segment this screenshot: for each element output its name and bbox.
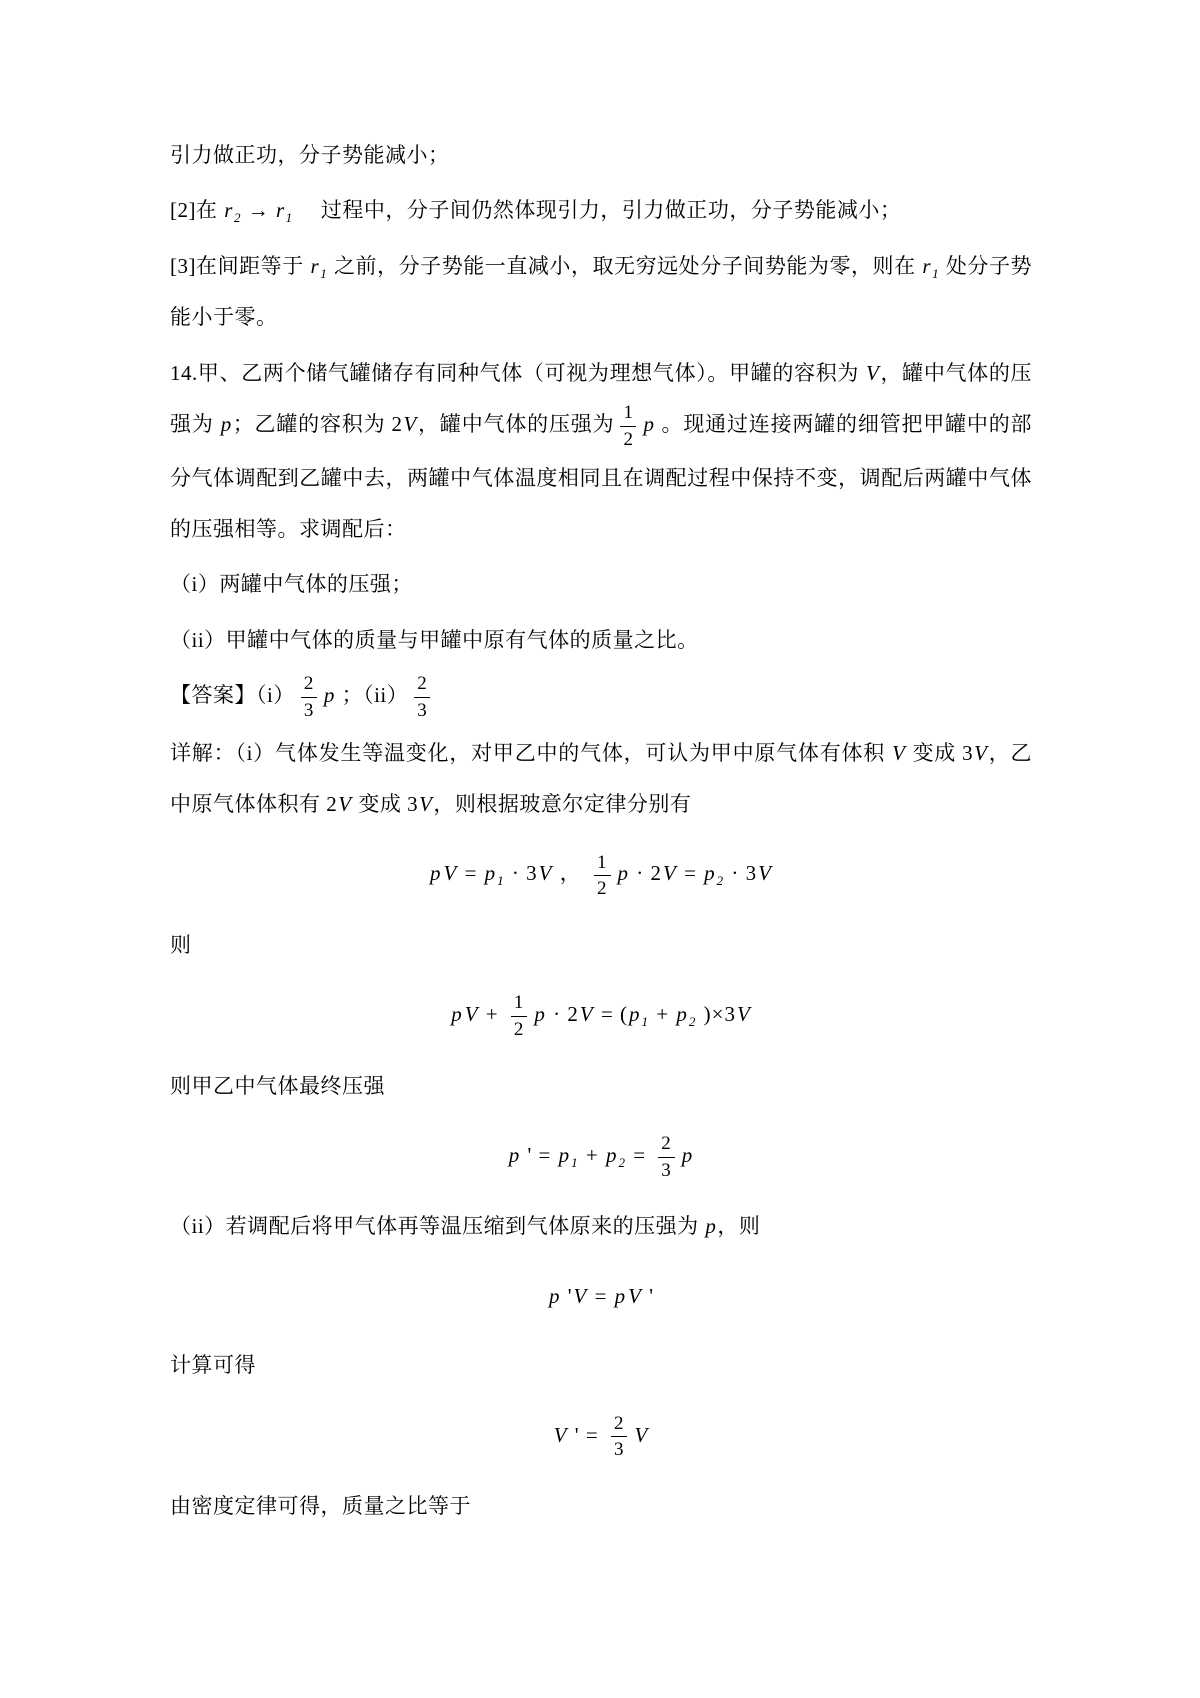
math-variable: p	[558, 1143, 571, 1167]
math-variable: V	[553, 1422, 568, 1447]
text-run: =	[588, 1283, 614, 1308]
calc-text	[170, 1340, 1032, 1391]
math-variable: p	[605, 1143, 618, 1167]
math-subscript: 1	[285, 210, 293, 226]
text-run: ；乙罐的容积为 2	[232, 412, 403, 437]
text-run: [2]在	[170, 198, 224, 223]
text-run: 处分子势能小于零。	[170, 253, 1033, 330]
fraction-denominator: 3	[661, 1159, 672, 1181]
text-run: · 2	[546, 1002, 579, 1027]
math-variable: p	[484, 861, 497, 886]
text-run: · 3	[505, 861, 538, 886]
math-variable: p	[617, 861, 629, 886]
math-variable: r	[224, 198, 233, 223]
math-variable: p	[451, 1002, 463, 1027]
math-variable: p	[430, 861, 442, 886]
math-variable: V	[403, 412, 417, 437]
text-run: 详解：（i）气体发生等温变化，对甲乙中的气体，可认为甲中原气体有体积	[170, 740, 892, 765]
fraction	[414, 671, 430, 723]
text-run: 过程中，分子间仍然体现引力，引力做正功，分子势能减小；	[293, 198, 902, 223]
line-r2-to-r1	[170, 185, 1032, 236]
line-r1-before	[170, 241, 1032, 344]
math-variable: V	[663, 861, 677, 886]
text-run: ，则根据玻意尔定律分别有	[433, 792, 692, 817]
fraction-numerator: 1	[511, 990, 528, 1017]
text-run: ，罐中气体的压强为	[170, 360, 1033, 437]
math-variable: V	[736, 1002, 751, 1027]
text-run: '	[561, 1283, 573, 1308]
math-variable: V	[443, 861, 458, 886]
explanation-part-i	[170, 728, 1032, 831]
text-run: = (	[594, 1002, 629, 1027]
text-run: '	[643, 1283, 655, 1308]
fraction	[620, 400, 636, 452]
question-14	[170, 348, 1032, 556]
text-run: 【答案】（i）	[170, 683, 295, 708]
text-run: 14.甲、乙两个储气罐储存有同种气体（可视为理想气体）。甲罐的容积为	[170, 360, 866, 385]
text-run: 则	[170, 932, 192, 957]
math-variable: p	[676, 1002, 688, 1027]
text-run: →	[241, 198, 275, 223]
text-run: 引力做正功，分子势能减小；	[170, 143, 450, 167]
fraction-numerator: 1	[620, 400, 636, 427]
math-variable: r	[310, 253, 320, 278]
fraction	[594, 850, 611, 902]
math-variable: V	[974, 740, 988, 765]
formula-sum	[170, 989, 1032, 1042]
text-run: （ii）甲罐中气体的质量与甲罐中原有气体的质量之比。	[170, 627, 699, 652]
text-run: ，罐中气体的压强为	[417, 412, 615, 437]
fraction-denominator: 2	[597, 878, 608, 900]
math-variable: p	[508, 1143, 521, 1167]
text-run: ，则	[717, 1214, 761, 1239]
text-run: ' =	[568, 1422, 605, 1447]
text-run: )×3	[697, 1002, 736, 1027]
fraction-denominator: 2	[623, 428, 634, 450]
math-variable: p	[705, 1214, 717, 1239]
fraction-numerator: 2	[658, 1131, 675, 1158]
formula-boyle-pair	[170, 848, 1032, 901]
explanation-part-ii	[170, 1201, 1032, 1252]
text-run: 变成 3	[906, 740, 974, 765]
text-run: =	[626, 1143, 653, 1167]
fraction-numerator: 1	[594, 850, 611, 877]
text-run: （ii）若调配后将甲气体再等温压缩到气体原来的压强为	[170, 1214, 705, 1239]
math-variable: p	[534, 1002, 546, 1027]
math-subscript: 1	[497, 873, 505, 889]
text-run: 由密度定律可得，质量之比等于	[170, 1493, 471, 1518]
answer-line	[170, 670, 1032, 723]
fraction	[611, 1411, 628, 1463]
math-variable: p	[614, 1283, 627, 1308]
math-subscript: 1	[932, 265, 940, 281]
math-subscript: 2	[688, 1014, 697, 1030]
math-subscript: 1	[571, 1155, 579, 1170]
text-run: =	[677, 861, 704, 886]
math-subscript: 1	[641, 1014, 650, 1030]
text-run: 计算可得	[170, 1353, 256, 1378]
math-subscript: 2	[618, 1155, 626, 1170]
math-variable: V	[628, 1283, 642, 1308]
fraction-denominator: 3	[417, 699, 428, 721]
math-variable: p	[323, 683, 335, 708]
fraction-denominator: 3	[613, 1439, 625, 1461]
question-item-i	[170, 559, 1032, 610]
math-variable: V	[579, 1002, 594, 1027]
text-run: ，	[553, 861, 588, 886]
fraction	[511, 990, 528, 1042]
math-subscript: 2	[233, 210, 241, 226]
math-subscript: 1	[320, 265, 328, 281]
text-run: · 3	[725, 861, 758, 886]
text-run: · 2	[630, 861, 662, 886]
then-text-1	[170, 920, 1032, 971]
formula-final-pressure	[170, 1130, 1032, 1183]
math-variable: V	[419, 792, 433, 817]
math-variable: p	[548, 1283, 561, 1308]
fraction-denominator: 2	[513, 1018, 525, 1040]
text-run: +	[650, 1002, 676, 1027]
question-item-ii	[170, 615, 1032, 666]
text-run: +	[579, 1143, 605, 1167]
fraction-numerator: 2	[301, 671, 317, 698]
math-variable: V	[866, 360, 880, 385]
text-run: 之前，分子势能一直减小，取无穷远处分子间势能为零，则在	[328, 253, 922, 278]
math-variable: p	[681, 1143, 694, 1167]
line-attraction-work	[170, 130, 1032, 181]
text-run: [3]在间距等于	[170, 253, 310, 278]
formula-volume-result	[170, 1410, 1032, 1463]
final-pressure-text	[170, 1061, 1032, 1112]
text-run: +	[479, 1002, 505, 1027]
text-run: 变成 3	[352, 792, 419, 817]
text-run: =	[458, 861, 484, 886]
math-variable: V	[464, 1002, 479, 1027]
math-variable: V	[338, 792, 352, 817]
text-run: ；（ii）	[335, 683, 409, 708]
fraction-numerator: 2	[414, 671, 430, 698]
math-variable: p	[629, 1002, 641, 1027]
math-variable: r	[275, 198, 285, 223]
math-variable: r	[922, 253, 932, 278]
math-variable: V	[758, 861, 772, 886]
text-run: ，乙中原气体体积有 2	[170, 740, 1033, 817]
math-variable: p	[643, 412, 655, 437]
math-variable: V	[573, 1283, 588, 1308]
math-variable: p	[220, 412, 232, 437]
math-variable: V	[538, 861, 553, 886]
fraction-denominator: 3	[303, 699, 314, 721]
density-law-text	[170, 1481, 1032, 1532]
fraction	[658, 1131, 675, 1183]
formula-isothermal	[170, 1271, 1032, 1322]
fraction-numerator: 2	[611, 1411, 628, 1438]
fraction	[301, 671, 317, 723]
document-content	[170, 130, 1032, 1532]
math-variable: p	[704, 861, 716, 886]
text-run: （i）两罐中气体的压强；	[170, 572, 413, 597]
math-variable: V	[892, 740, 906, 765]
text-run: ' =	[521, 1143, 558, 1167]
text-run: 。现通过连接两罐的细管把甲罐中的部分气体调配到乙罐中去，两罐中气体温度相同且在调配过程中保持不变，调配后两罐中气体的压强相等。求调配后：	[170, 412, 1033, 541]
math-variable: V	[634, 1422, 649, 1447]
math-subscript: 2	[716, 873, 725, 889]
text-run: 则甲乙中气体最终压强	[170, 1073, 385, 1098]
